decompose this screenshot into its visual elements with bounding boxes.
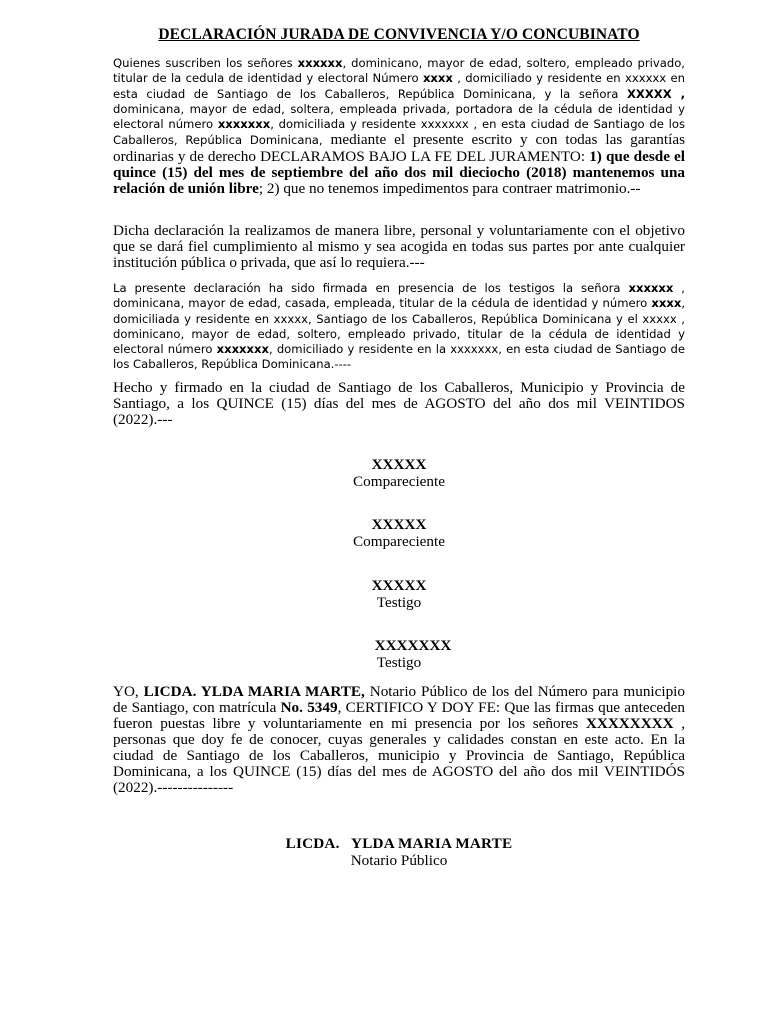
signatory-name: XXXXX <box>371 516 427 533</box>
text-run: No. 5349 <box>280 699 338 716</box>
signatory-name: XXXXXXX <box>374 637 452 654</box>
text-run: , domiciliado y residente en xxxxxx en esta ciudad de Santiago de los Caballeros, República Dominicana, y la señora <box>113 71 685 101</box>
text-run: xxxxxx <box>297 56 343 70</box>
signed-paragraph: Hecho y firmado en la ciudad de Santiago de los Caballeros, Municipio y Provincia de Santiago, a los QUINCE (15) días del mes de AGOSTO del año dos mil VEINTIDOS (2022).--- <box>113 379 685 428</box>
text-run: Notario Público de los del Número para municipio de Santiago, con matrícula <box>113 683 685 716</box>
signature-block <box>113 637 685 671</box>
notary-signature-block <box>113 835 685 869</box>
declaration-paragraph <box>113 56 685 198</box>
text-run: mediante el presente escrito y con todas las garantías ordinarias y de derecho DECLARAMOS BAJO LA FE DEL JURAMENTO: <box>113 131 685 165</box>
voluntary-paragraph: Dicha declaración la realizamos de manera libre, personal y voluntariamente con el objetivo que se dará fiel cumplimiento al mismo y sea acogida en todas sus partes por ante cualquier institución pública o privada, que así lo requiera.--- <box>113 222 685 271</box>
signature-block <box>113 577 685 611</box>
signatory-role: Testigo <box>376 654 422 671</box>
text-run: YO, <box>113 683 144 700</box>
text-run: , domiciliada y residente en xxxxx, Santiago de los Caballeros, República Dominicana y el xxxxx , dominicano, mayor de edad, soltero, empleado privado, titular de la cédula de identidad y electoral número <box>113 296 685 357</box>
text-run: xxxxxxx <box>216 342 269 357</box>
signatory-role: Compareciente <box>353 533 445 550</box>
text-run: , dominicana, mayor de edad, casada, empleada, titular de la cédula de identidad y número <box>113 281 685 311</box>
text-run: Quienes suscriben los señores <box>113 56 298 70</box>
signatory-role: Testigo <box>376 594 422 611</box>
notary-name: LICDA. YLDA MARIA MARTE <box>285 835 513 852</box>
text-run: , domiciliado y residente en la xxxxxxx, en esta ciudad de Santiago de los Caballeros, República Dominicana.---- <box>113 342 685 372</box>
witness-paragraph <box>113 281 685 373</box>
text-run: , domiciliada y residente xxxxxxx , en esta ciudad de Santiago de los Caballeros, República Dominicana, <box>113 117 685 148</box>
text-run: , CERTIFICO Y DOY FE: Que las firmas que anteceden fueron puestas libre y voluntariamente en mi presencia por los señores <box>113 699 686 732</box>
text-run: xxxxxx <box>628 281 674 295</box>
text-run: dominicana, mayor de edad, soltera, empleada privada, portadora de la cédula de identidad y electoral número <box>113 101 685 132</box>
text-run: XXXXX , <box>626 86 685 101</box>
text-run: ; 2) que no tenemos impedimentos para contraer matrimonio.-- <box>258 180 641 198</box>
notary-role: Notario Público <box>350 852 448 869</box>
signatory-role: Compareciente <box>353 473 445 490</box>
text-run: LICDA. YLDA MARIA MARTE, <box>143 683 365 700</box>
text-run: XXXXXXXX <box>585 715 674 732</box>
signatory-name: XXXXX <box>371 577 427 594</box>
text-run: , dominicano, mayor de edad, soltero, empleado privado, titular de la cedula de identidad y electoral Número <box>113 56 685 86</box>
text-run: xxxx <box>422 71 453 86</box>
signature-block <box>113 516 685 550</box>
notary-certification-paragraph <box>113 684 685 796</box>
signatory-name: XXXXX <box>371 456 427 473</box>
text-run: , personas que doy fe de conocer, cuyas generales y calidades constan en este acto. En la ciudad de Santiago de los Caballeros, municipio y Provincia de Santiago, República Dominicana, a los QUINCE (15) días del mes de AGOSTO del año dos mil VEINTIDÓS (2022).--------------- <box>113 715 686 796</box>
text-run: La presente declaración ha sido firmada en presencia de los testigos la señora <box>113 281 629 295</box>
text-run: 1) que desde el quince (15) del mes de septiembre del año dos mil dieciocho (2018) mantenemos una relación de unión libre <box>113 147 685 198</box>
signature-block <box>113 456 685 490</box>
text-run: xxxxxxx <box>217 117 271 132</box>
text-run: xxxx <box>651 296 682 311</box>
document-title: DECLARACIÓN JURADA DE CONVIVENCIA Y/O CONCUBINATO <box>158 26 640 43</box>
